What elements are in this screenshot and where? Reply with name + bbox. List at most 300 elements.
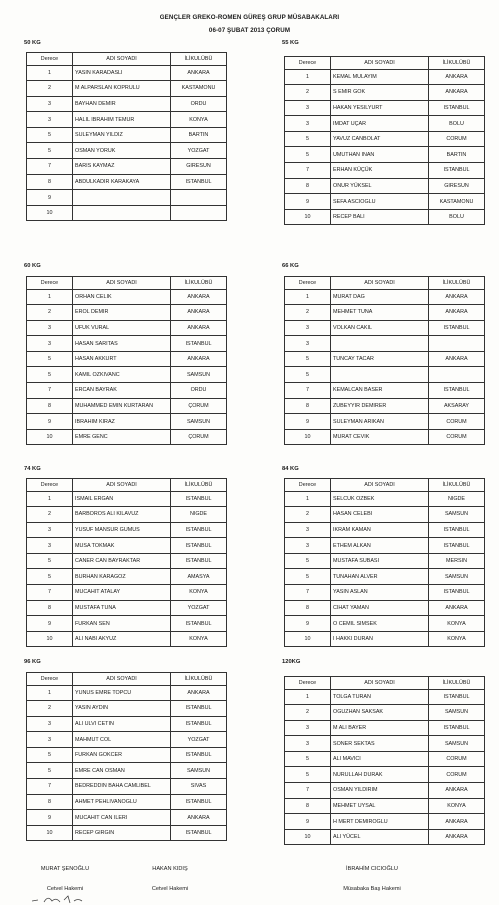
table-row bbox=[27, 716, 227, 732]
club-cell: KONYA bbox=[429, 616, 485, 632]
club-cell: NIGDE bbox=[171, 507, 227, 523]
col-header-name: ADI SOYADI bbox=[73, 277, 171, 290]
club-cell: ISTANBUL bbox=[171, 538, 227, 554]
athlete-name-cell: CANER CAN BAYRAKTAR bbox=[73, 553, 171, 569]
signer-name: İBRAHİM CICIOĞLU bbox=[346, 866, 398, 872]
rank-cell: 10 bbox=[285, 631, 331, 647]
club-cell: AMASYA bbox=[171, 569, 227, 585]
document-title: GENÇLER GREKO-ROMEN GÜREŞ GRUP MÜSABAKALARI bbox=[159, 14, 340, 21]
athlete-name-cell: TOLGA TURAN bbox=[331, 689, 429, 705]
signer-name: HAKAN KIDIŞ bbox=[152, 866, 188, 872]
athlete-name-cell: CIHAT YAMAN bbox=[331, 600, 429, 616]
rank-cell: 3 bbox=[27, 732, 73, 748]
rank-cell: 8 bbox=[27, 174, 73, 190]
rank-cell: 7 bbox=[285, 585, 331, 601]
weight-label: 84 KG bbox=[282, 466, 299, 472]
document-subtitle: 06-07 ŞUBAT 2013 ÇORUM bbox=[208, 27, 291, 34]
rank-cell: 3 bbox=[27, 112, 73, 128]
rank-cell: 7 bbox=[27, 383, 73, 399]
table-row bbox=[285, 100, 485, 116]
rank-cell: 2 bbox=[285, 507, 331, 523]
col-header-club: İLİKULÜBÜ bbox=[171, 673, 227, 686]
table-row bbox=[27, 383, 227, 399]
club-cell: ISTANBUL bbox=[171, 616, 227, 632]
club-cell: SAMSUN bbox=[429, 507, 485, 523]
athlete-name-cell: KEMAL MULAYIM bbox=[331, 69, 429, 85]
weight-label: 66 KG bbox=[282, 263, 299, 269]
athlete-name-cell: OSMAN YILDIRIM bbox=[331, 783, 429, 799]
club-cell: ORDU bbox=[171, 383, 227, 399]
rank-cell: 5 bbox=[285, 351, 331, 367]
rank-cell: 5 bbox=[27, 367, 73, 383]
results-table bbox=[26, 52, 227, 221]
col-header-rank: Derece bbox=[285, 277, 331, 290]
athlete-name-cell: BEDREDDIN BAHA CAMLIBEL bbox=[73, 779, 171, 795]
table-row bbox=[27, 810, 227, 826]
club-cell: ISTANBUL bbox=[171, 716, 227, 732]
rank-cell: 8 bbox=[285, 600, 331, 616]
table-row bbox=[285, 585, 485, 601]
athlete-name-cell: OSMAN YORUK bbox=[73, 143, 171, 159]
club-cell: ANKARA bbox=[171, 65, 227, 81]
table-row bbox=[27, 631, 227, 647]
table-row bbox=[285, 507, 485, 523]
athlete-name-cell bbox=[73, 190, 171, 206]
club-cell: ANKARA bbox=[171, 320, 227, 336]
athlete-name-cell: ETHEM ALKAN bbox=[331, 538, 429, 554]
table-row bbox=[285, 429, 485, 445]
rank-cell: 5 bbox=[285, 569, 331, 585]
rank-cell: 9 bbox=[27, 414, 73, 430]
club-cell: KASTAMONU bbox=[171, 81, 227, 97]
table-row bbox=[27, 763, 227, 779]
results-table bbox=[284, 56, 485, 225]
table-row bbox=[27, 538, 227, 554]
club-cell: ANKARA bbox=[171, 351, 227, 367]
table-row bbox=[27, 65, 227, 81]
club-cell: CORUM bbox=[429, 414, 485, 430]
athlete-name-cell: IBRAHIM KIRAZ bbox=[73, 414, 171, 430]
rank-cell: 7 bbox=[285, 383, 331, 399]
club-cell: SAMSUN bbox=[429, 569, 485, 585]
table-row bbox=[27, 600, 227, 616]
rank-cell: 7 bbox=[27, 585, 73, 601]
club-cell: ANKARA bbox=[429, 351, 485, 367]
weight-label: 50 KG bbox=[24, 40, 41, 46]
club-cell: GIRESUN bbox=[171, 159, 227, 175]
athlete-name-cell: MUSTAFA TUNA bbox=[73, 600, 171, 616]
athlete-name-cell: ERCAN BAYRAK bbox=[73, 383, 171, 399]
athlete-name-cell: UMUTHAN INAN bbox=[331, 147, 429, 163]
club-cell: ISTANBUL bbox=[429, 585, 485, 601]
club-cell: SAMSUN bbox=[429, 736, 485, 752]
col-header-rank: Derece bbox=[27, 673, 73, 686]
col-header-name: ADI SOYADI bbox=[73, 479, 171, 492]
table-row bbox=[27, 320, 227, 336]
club-cell: SAMSUN bbox=[171, 414, 227, 430]
table-row bbox=[285, 491, 485, 507]
athlete-name-cell: HASAN AKKURT bbox=[73, 351, 171, 367]
athlete-name-cell: HAKAN YESILYURT bbox=[331, 100, 429, 116]
club-cell: ORDU bbox=[171, 96, 227, 112]
table-row bbox=[27, 143, 227, 159]
rank-cell: 2 bbox=[27, 507, 73, 523]
table-row bbox=[27, 429, 227, 445]
rank-cell: 5 bbox=[285, 751, 331, 767]
club-cell: SAMSUN bbox=[171, 367, 227, 383]
athlete-name-cell: BAYHAN DEMIR bbox=[73, 96, 171, 112]
rank-cell: 3 bbox=[27, 320, 73, 336]
signer-role: Cetvel Hakemi bbox=[151, 886, 189, 892]
table-row bbox=[285, 814, 485, 830]
table-header-row bbox=[285, 277, 485, 290]
club-cell: ISTANBUL bbox=[171, 825, 227, 841]
club-cell: GIRESUN bbox=[429, 178, 485, 194]
athlete-name-cell: KEMALCAN BASER bbox=[331, 383, 429, 399]
athlete-name-cell: MUCAHIT CAN ILERI bbox=[73, 810, 171, 826]
col-header-club: İLİKULÜBÜ bbox=[171, 479, 227, 492]
col-header-club: İLİKULÜBÜ bbox=[429, 677, 485, 690]
rank-cell: 5 bbox=[285, 147, 331, 163]
table-row bbox=[285, 783, 485, 799]
club-cell bbox=[429, 336, 485, 352]
rank-cell: 5 bbox=[27, 127, 73, 143]
table-row bbox=[285, 351, 485, 367]
rank-cell: 9 bbox=[285, 414, 331, 430]
table-row bbox=[27, 794, 227, 810]
athlete-name-cell: FURKAN GOKCER bbox=[73, 747, 171, 763]
athlete-name-cell: I HAKKI DURAN bbox=[331, 631, 429, 647]
table-row bbox=[285, 631, 485, 647]
rank-cell: 3 bbox=[285, 100, 331, 116]
rank-cell: 5 bbox=[27, 553, 73, 569]
rank-cell: 10 bbox=[27, 429, 73, 445]
club-cell: ANKARA bbox=[429, 69, 485, 85]
rank-cell: 1 bbox=[285, 689, 331, 705]
table-row bbox=[285, 414, 485, 430]
rank-cell: 1 bbox=[27, 65, 73, 81]
athlete-name-cell: SULEYMAN ARIKAN bbox=[331, 414, 429, 430]
club-cell: KASTAMONU bbox=[429, 194, 485, 210]
table-row bbox=[27, 747, 227, 763]
athlete-name-cell: VOLKAN CAKIL bbox=[331, 320, 429, 336]
results-table bbox=[26, 672, 227, 841]
athlete-name-cell: UFUK VURAL bbox=[73, 320, 171, 336]
table-row bbox=[27, 414, 227, 430]
table-row bbox=[285, 522, 485, 538]
rank-cell: 8 bbox=[285, 398, 331, 414]
rank-cell: 3 bbox=[27, 716, 73, 732]
signer-role: Cetvel Hakemi bbox=[46, 886, 84, 892]
rank-cell: 10 bbox=[27, 205, 73, 221]
club-cell: CORUM bbox=[429, 131, 485, 147]
rank-cell: 5 bbox=[285, 767, 331, 783]
club-cell: KONYA bbox=[429, 798, 485, 814]
athlete-name-cell: EROL DEMIR bbox=[73, 305, 171, 321]
col-header-club: İLİKULÜBÜ bbox=[429, 277, 485, 290]
club-cell: KONYA bbox=[171, 631, 227, 647]
table-row bbox=[285, 720, 485, 736]
athlete-name-cell bbox=[331, 367, 429, 383]
table-row bbox=[27, 491, 227, 507]
club-cell: ISTANBUL bbox=[429, 320, 485, 336]
athlete-name-cell: SELCUK OZBEK bbox=[331, 491, 429, 507]
athlete-name-cell: IMDAT UÇAR bbox=[331, 116, 429, 132]
table-row bbox=[27, 553, 227, 569]
rank-cell: 5 bbox=[285, 367, 331, 383]
club-cell: BOLU bbox=[429, 209, 485, 225]
table-row bbox=[27, 398, 227, 414]
signature-block-1 bbox=[25, 866, 105, 892]
table-row bbox=[27, 96, 227, 112]
athlete-name-cell: KAMIL OZKIVANC bbox=[73, 367, 171, 383]
table-row bbox=[285, 705, 485, 721]
club-cell: ANKARA bbox=[429, 783, 485, 799]
table-row bbox=[285, 367, 485, 383]
club-cell bbox=[429, 367, 485, 383]
athlete-name-cell: OGUZHAN SAKSAK bbox=[331, 705, 429, 721]
table-row bbox=[27, 289, 227, 305]
rank-cell: 1 bbox=[285, 491, 331, 507]
athlete-name-cell: O CEMIL SIMSEK bbox=[331, 616, 429, 632]
table-row bbox=[27, 616, 227, 632]
rank-cell: 7 bbox=[285, 783, 331, 799]
table-row bbox=[285, 798, 485, 814]
rank-cell: 7 bbox=[27, 779, 73, 795]
club-cell: SIVAS bbox=[171, 779, 227, 795]
table-row bbox=[285, 553, 485, 569]
athlete-name-cell: ISMAIL ERGAN bbox=[73, 491, 171, 507]
club-cell: NIGDE bbox=[429, 491, 485, 507]
table-row bbox=[285, 398, 485, 414]
table-row bbox=[27, 585, 227, 601]
table-header-row bbox=[27, 479, 227, 492]
rank-cell: 2 bbox=[285, 705, 331, 721]
table-row bbox=[27, 112, 227, 128]
table-row bbox=[285, 336, 485, 352]
athlete-name-cell: M ALPARSLAN KOPRULU bbox=[73, 81, 171, 97]
signature-block-3 bbox=[322, 866, 422, 892]
table-row bbox=[285, 116, 485, 132]
athlete-name-cell: S EMIR GOK bbox=[331, 85, 429, 101]
athlete-name-cell: ALI YÜCEL bbox=[331, 829, 429, 845]
athlete-name-cell bbox=[73, 205, 171, 221]
table-row bbox=[285, 569, 485, 585]
club-cell: ANKARA bbox=[171, 305, 227, 321]
rank-cell: 2 bbox=[285, 305, 331, 321]
table-row bbox=[27, 174, 227, 190]
athlete-name-cell: EMRE GENC bbox=[73, 429, 171, 445]
rank-cell: 10 bbox=[27, 825, 73, 841]
rank-cell: 8 bbox=[27, 398, 73, 414]
club-cell: ANKARA bbox=[429, 289, 485, 305]
rank-cell: 8 bbox=[27, 794, 73, 810]
table-row bbox=[285, 163, 485, 179]
rank-cell: 10 bbox=[285, 429, 331, 445]
athlete-name-cell: EMRE CAN OSMAN bbox=[73, 763, 171, 779]
athlete-name-cell: MUCAHIT ATALAY bbox=[73, 585, 171, 601]
rank-cell: 9 bbox=[285, 616, 331, 632]
club-cell: MERSIN bbox=[429, 553, 485, 569]
col-header-club: İLİKULÜBÜ bbox=[429, 479, 485, 492]
rank-cell: 7 bbox=[27, 159, 73, 175]
athlete-name-cell: TUNCAY TACAR bbox=[331, 351, 429, 367]
results-table bbox=[284, 676, 485, 845]
club-cell: ANKARA bbox=[429, 305, 485, 321]
athlete-name-cell: BARBOROS ALI KILAVUZ bbox=[73, 507, 171, 523]
athlete-name-cell: SEFA ASCIOGLU bbox=[331, 194, 429, 210]
rank-cell: 2 bbox=[27, 701, 73, 717]
club-cell: ISTANBUL bbox=[171, 491, 227, 507]
club-cell: ISTANBUL bbox=[171, 336, 227, 352]
club-cell: ÇORUM bbox=[171, 398, 227, 414]
weight-label: 120KG bbox=[282, 659, 301, 665]
athlete-name-cell: RECEP BALI bbox=[331, 209, 429, 225]
col-header-club: İLİKULÜBÜ bbox=[171, 277, 227, 290]
club-cell: KONYA bbox=[429, 631, 485, 647]
club-cell: ANKARA bbox=[429, 600, 485, 616]
table-row bbox=[285, 209, 485, 225]
club-cell: ANKARA bbox=[171, 810, 227, 826]
signature-block-2 bbox=[130, 866, 210, 892]
col-header-rank: Derece bbox=[285, 479, 331, 492]
weight-label: 60 KG bbox=[24, 263, 41, 269]
weight-label: 74 KG bbox=[24, 466, 41, 472]
rank-cell: 9 bbox=[27, 616, 73, 632]
table-row bbox=[27, 159, 227, 175]
rank-cell: 10 bbox=[285, 829, 331, 845]
table-row bbox=[285, 751, 485, 767]
table-row bbox=[27, 685, 227, 701]
weight-label: 96 KG bbox=[24, 659, 41, 665]
club-cell: AKSARAY bbox=[429, 398, 485, 414]
signer-name: MURAT ŞENOĞLU bbox=[40, 866, 90, 872]
table-row bbox=[285, 767, 485, 783]
club-cell: ISTANBUL bbox=[429, 522, 485, 538]
rank-cell: 1 bbox=[27, 289, 73, 305]
athlete-name-cell bbox=[331, 336, 429, 352]
table-row bbox=[27, 205, 227, 221]
rank-cell: 1 bbox=[285, 69, 331, 85]
club-cell: ANKARA bbox=[171, 685, 227, 701]
club-cell: ANKARA bbox=[429, 814, 485, 830]
rank-cell: 3 bbox=[27, 96, 73, 112]
col-header-name: ADI SOYADI bbox=[331, 479, 429, 492]
table-row bbox=[285, 289, 485, 305]
rank-cell: 5 bbox=[27, 569, 73, 585]
athlete-name-cell: ABDULKADIR KARAKAYA bbox=[73, 174, 171, 190]
club-cell: CORUM bbox=[429, 429, 485, 445]
table-row bbox=[27, 190, 227, 206]
col-header-club: İLİKULÜBÜ bbox=[171, 53, 227, 66]
rank-cell: 8 bbox=[285, 798, 331, 814]
rank-cell: 3 bbox=[285, 736, 331, 752]
table-header-row bbox=[27, 277, 227, 290]
athlete-name-cell: HALIL IBRAHIM TEMUR bbox=[73, 112, 171, 128]
athlete-name-cell: BURHAN KARAGOZ bbox=[73, 569, 171, 585]
table-row bbox=[27, 336, 227, 352]
rank-cell: 9 bbox=[285, 194, 331, 210]
athlete-name-cell: IKRAM KAMAN bbox=[331, 522, 429, 538]
rank-cell: 2 bbox=[27, 81, 73, 97]
table-row bbox=[285, 194, 485, 210]
athlete-name-cell: NURULLAH DURAK bbox=[331, 767, 429, 783]
table-row bbox=[27, 127, 227, 143]
athlete-name-cell: ALI ULVI CETIN bbox=[73, 716, 171, 732]
club-cell: ISTANBUL bbox=[171, 701, 227, 717]
club-cell: ANKARA bbox=[429, 85, 485, 101]
club-cell: ISTANBUL bbox=[429, 689, 485, 705]
athlete-name-cell: ZUBEYYIR DEMIRER bbox=[331, 398, 429, 414]
athlete-name-cell: FURKAN SEN bbox=[73, 616, 171, 632]
athlete-name-cell: M ALI BAYER bbox=[331, 720, 429, 736]
athlete-name-cell: SONER SEKTAS bbox=[331, 736, 429, 752]
table-row bbox=[27, 569, 227, 585]
athlete-name-cell: MAHMUT COL bbox=[73, 732, 171, 748]
table-header-row bbox=[285, 677, 485, 690]
club-cell: ISTANBUL bbox=[429, 163, 485, 179]
athlete-name-cell: TUNAHAN ALVER bbox=[331, 569, 429, 585]
rank-cell: 3 bbox=[27, 336, 73, 352]
col-header-rank: Derece bbox=[27, 277, 73, 290]
club-cell: KONYA bbox=[171, 585, 227, 601]
table-row bbox=[285, 616, 485, 632]
club-cell: BOLU bbox=[429, 116, 485, 132]
athlete-name-cell: ALI NABI AKYUZ bbox=[73, 631, 171, 647]
athlete-name-cell: MUSTAFA SUBASI bbox=[331, 553, 429, 569]
club-cell: SAMSUN bbox=[429, 705, 485, 721]
handwritten-signature bbox=[30, 893, 90, 905]
club-cell: ISTANBUL bbox=[171, 522, 227, 538]
table-row bbox=[27, 367, 227, 383]
results-table bbox=[284, 478, 485, 647]
club-cell: CORUM bbox=[429, 751, 485, 767]
athlete-name-cell: HASAN CELEBI bbox=[331, 507, 429, 523]
athlete-name-cell: ERHAN KÜÇÜK bbox=[331, 163, 429, 179]
rank-cell: 3 bbox=[27, 522, 73, 538]
col-header-name: ADI SOYADI bbox=[331, 57, 429, 70]
rank-cell: 3 bbox=[285, 320, 331, 336]
rank-cell: 1 bbox=[27, 685, 73, 701]
rank-cell: 8 bbox=[285, 178, 331, 194]
table-row bbox=[285, 305, 485, 321]
table-row bbox=[27, 732, 227, 748]
club-cell: KONYA bbox=[171, 112, 227, 128]
club-cell: ISTANBUL bbox=[171, 794, 227, 810]
club-cell: BARTIN bbox=[429, 147, 485, 163]
table-row bbox=[285, 538, 485, 554]
rank-cell: 3 bbox=[285, 336, 331, 352]
rank-cell: 3 bbox=[285, 538, 331, 554]
rank-cell: 3 bbox=[285, 522, 331, 538]
club-cell: ISTANBUL bbox=[429, 538, 485, 554]
club-cell: ISTANBUL bbox=[429, 100, 485, 116]
club-cell: ÇORUM bbox=[171, 429, 227, 445]
rank-cell: 5 bbox=[285, 131, 331, 147]
table-header-row bbox=[285, 479, 485, 492]
athlete-name-cell: MEHMET TUNA bbox=[331, 305, 429, 321]
rank-cell: 5 bbox=[27, 143, 73, 159]
rank-cell: 3 bbox=[285, 720, 331, 736]
club-cell: ANKARA bbox=[429, 829, 485, 845]
table-row bbox=[27, 825, 227, 841]
club-cell: ISTANBUL bbox=[171, 553, 227, 569]
col-header-club: İLİKULÜBÜ bbox=[429, 57, 485, 70]
table-row bbox=[285, 383, 485, 399]
rank-cell: 5 bbox=[27, 351, 73, 367]
athlete-name-cell: BARIS KAYMAZ bbox=[73, 159, 171, 175]
athlete-name-cell: ONUR YÜKSEL bbox=[331, 178, 429, 194]
